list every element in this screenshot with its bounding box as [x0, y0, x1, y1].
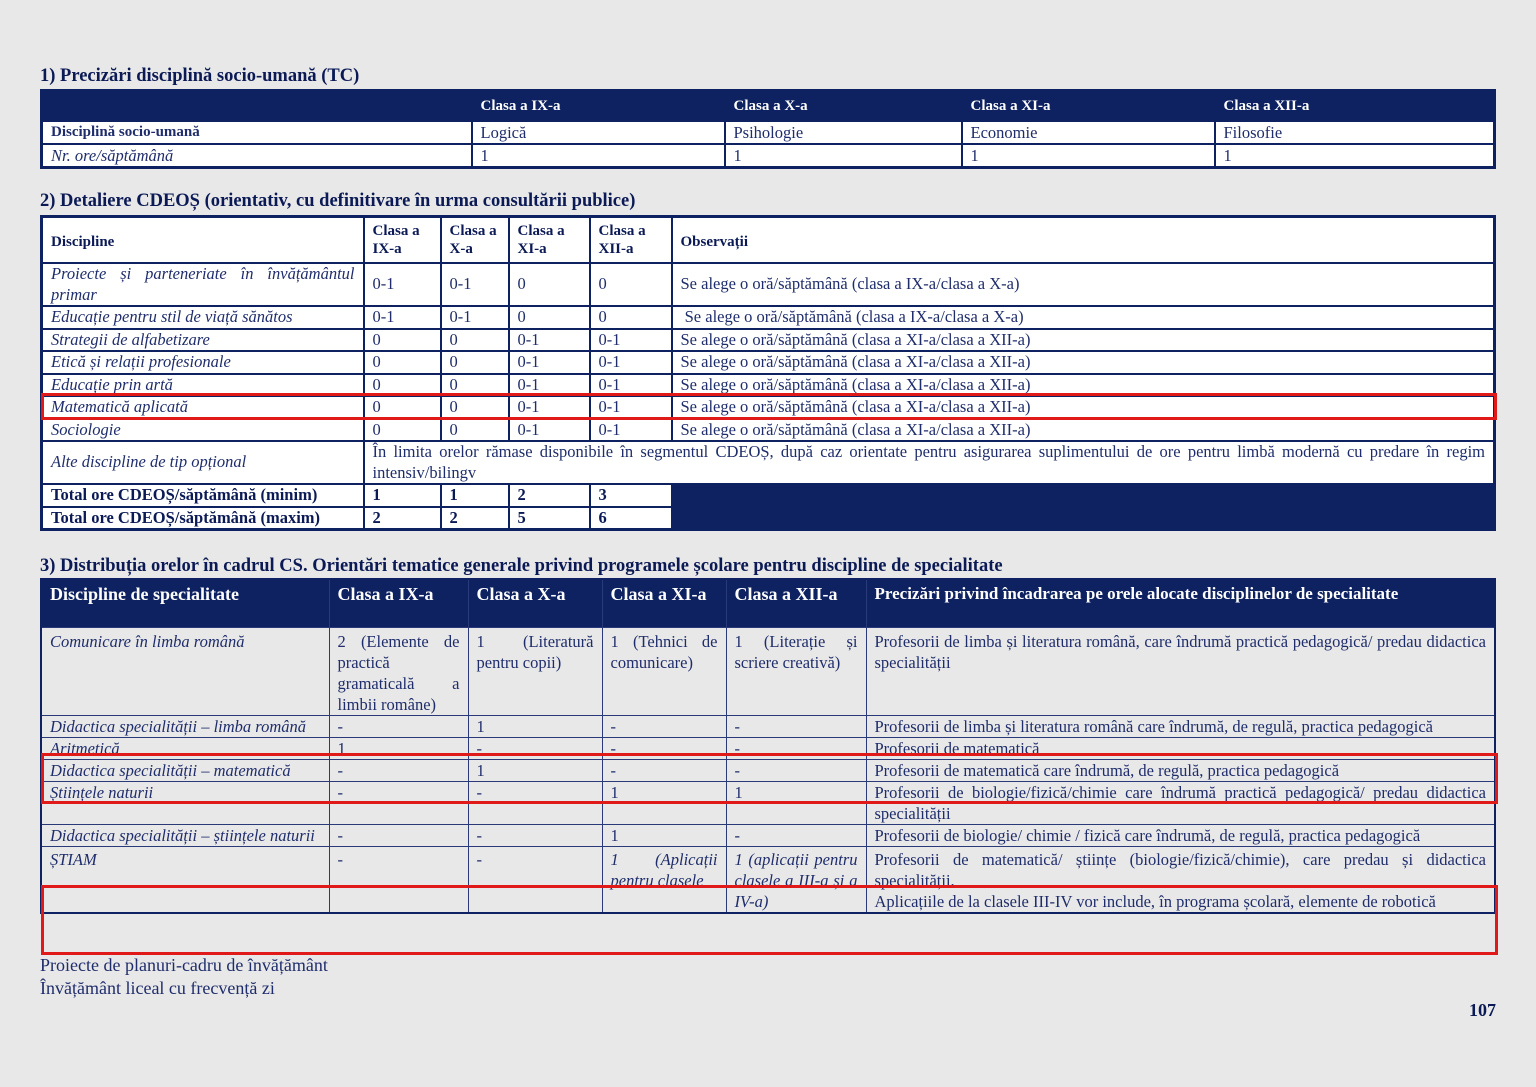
row-label: Nr. ore/săptămână — [42, 144, 472, 168]
filled-cell — [672, 507, 1495, 530]
table-cell: 0-1 — [509, 374, 590, 397]
table-cell: 1 — [364, 484, 441, 507]
table-cell: Se alege o oră/săptămână (clasa a IX-a/clasa a X-a) — [672, 306, 1495, 329]
row-label: Proiecte și parteneriate în învățământul primar — [42, 263, 364, 306]
table-row — [41, 628, 1495, 716]
row-label: Educație pentru stil de viață sănătos — [42, 306, 364, 329]
table-row — [42, 441, 1495, 484]
table-cell: - — [726, 716, 866, 738]
stiam-note-extra: Aplicațiile de la clasele III-IV vor include, în programa școlară, elemente de robotică — [874, 892, 1436, 911]
table-cell: Profesorii de limba și literatura română, care îndrumă practică pedagogică/ predau didactica specialității — [866, 628, 1495, 716]
stiam-note: Profesorii de matematică/ științe (biologie/fizică/chimie), care predau și didactica specialității. — [874, 850, 1486, 890]
table-cell: Se alege o oră/săptămână (clasa a XI-a/clasa a XII-a) — [672, 329, 1495, 352]
table-row — [42, 351, 1495, 374]
row-label: Științele naturii — [41, 782, 329, 825]
table-cell: - — [329, 825, 468, 847]
table-row — [42, 396, 1495, 419]
table-cell: 0-1 — [590, 329, 672, 352]
table-cell: - — [329, 847, 468, 914]
table-row — [41, 760, 1495, 782]
table-cell: 1 — [962, 144, 1215, 168]
header-cell: Clasa a IX-a — [364, 217, 441, 264]
row-label: Disciplină socio-umană — [42, 121, 472, 144]
table-cell: 1 — [602, 782, 726, 825]
row-label: Strategii de alfabetizare — [42, 329, 364, 352]
header-cell — [42, 91, 472, 122]
table-cell: 0-1 — [590, 351, 672, 374]
table-row — [42, 263, 1495, 306]
table-cell: - — [602, 760, 726, 782]
table-cell: 1 — [1215, 144, 1495, 168]
table-cell: 0 — [364, 396, 441, 419]
table-cell: 0-1 — [509, 396, 590, 419]
header-cell: Clasa a X-a — [725, 91, 962, 122]
table-cell: Economie — [962, 121, 1215, 144]
table-row — [42, 121, 1495, 144]
table-cell: Profesorii de biologie/fizică/chimie care îndrumă practică pedagogică/ predau didactica specialității — [866, 782, 1495, 825]
table-cell: 1 (Literatură pentru copii) — [468, 628, 602, 716]
table-cell: 0 — [364, 374, 441, 397]
table-cell: 0 — [590, 263, 672, 306]
row-label: Matematică aplicată — [42, 396, 364, 419]
row-label: Comunicare în limba română — [41, 628, 329, 716]
table-cell — [866, 847, 1495, 914]
table-row — [41, 825, 1495, 847]
table-header-row — [42, 217, 1495, 264]
table-cell: - — [329, 760, 468, 782]
table-row — [42, 419, 1495, 442]
table-cell: 2 — [509, 484, 590, 507]
table-cell: 0-1 — [590, 396, 672, 419]
header-cell: Discipline — [42, 217, 364, 264]
section3-title: 3) Distribuția orelor în cadrul CS. Orientări tematice generale privind programele școlare pentru discipline de specialitate — [40, 556, 1003, 576]
table-cell: Profesorii de biologie/ chimie / fizică care îndrumă, de regulă, practica pedagogică — [866, 825, 1495, 847]
table-row — [42, 507, 1495, 530]
table-row — [41, 716, 1495, 738]
row-label: Total ore CDEOȘ/săptămână (maxim) — [42, 507, 364, 530]
table-cell: Filosofie — [1215, 121, 1495, 144]
table-cell: 3 — [590, 484, 672, 507]
row-label: Alte discipline de tip opțional — [42, 441, 364, 484]
row-label: Didactica specialității – științele naturii — [41, 825, 329, 847]
table-cell: 5 — [509, 507, 590, 530]
table-cell: 0 — [364, 329, 441, 352]
table-cell: 0 — [364, 419, 441, 442]
header-cell: Clasa a IX-a — [472, 91, 725, 122]
header-cell: Clasa a XII-a — [726, 579, 866, 628]
row-label: Aritmetică — [41, 738, 329, 760]
table-cell: - — [726, 825, 866, 847]
table-row — [41, 738, 1495, 760]
table-cell: 1 (Literație și scriere creativă) — [726, 628, 866, 716]
table-cell: 0 — [441, 351, 509, 374]
table-cell: - — [329, 716, 468, 738]
table-cell: 1 — [726, 782, 866, 825]
header-cell: Clasa a IX-a — [329, 579, 468, 628]
section1-title: 1) Precizări disciplină socio-umană (TC) — [40, 66, 360, 86]
table-cell: 2 — [441, 507, 509, 530]
section2-title: 2) Detaliere CDEOȘ (orientativ, cu definitivare în urma consultării publice) — [40, 191, 636, 211]
table-cell: - — [468, 782, 602, 825]
table-cell: 1 (Tehnici de comunicare) — [602, 628, 726, 716]
row-label: Educație prin artă — [42, 374, 364, 397]
table-cell: Se alege o oră/săptămână (clasa a IX-a/clasa a X-a) — [672, 263, 1495, 306]
header-cell: Clasa a XII-a — [590, 217, 672, 264]
table-cell: 1 (Aplicații pentru clasele — [602, 847, 726, 914]
table-row — [42, 329, 1495, 352]
table-cell: În limita orelor rămase disponibile în segmentul CDEOȘ, după caz orientate pentru asigurarea suplimentului de ore pentru limbă modernă cu predare în regim intensiv/bilingv — [364, 441, 1495, 484]
table-cell: 0-1 — [441, 306, 509, 329]
header-cell: Clasa a XI-a — [602, 579, 726, 628]
header-cell: Clasa a XII-a — [1215, 91, 1495, 122]
table-row — [42, 374, 1495, 397]
table-cell: 1 (aplicații pentru clasele a III-a și a IV-a) — [726, 847, 866, 914]
table-cell: Profesorii de matematică care îndrumă, de regulă, practica pedagogică — [866, 760, 1495, 782]
table-row — [41, 847, 1495, 914]
table-cell: 2 — [364, 507, 441, 530]
row-label: Etică și relații profesionale — [42, 351, 364, 374]
cdeos-table — [40, 215, 1496, 531]
table-cell: 0 — [509, 306, 590, 329]
table-cell: 0-1 — [590, 419, 672, 442]
header-cell: Clasa a X-a — [441, 217, 509, 264]
table-cell: Se alege o oră/săptămână (clasa a XI-a/clasa a XII-a) — [672, 396, 1495, 419]
table-cell: 0 — [590, 306, 672, 329]
specialty-table — [40, 578, 1496, 914]
table-row — [41, 782, 1495, 825]
table-cell: - — [602, 716, 726, 738]
table-row — [42, 484, 1495, 507]
table-cell: - — [468, 738, 602, 760]
table-cell: 0-1 — [509, 329, 590, 352]
table-cell: Se alege o oră/săptămână (clasa a XI-a/clasa a XII-a) — [672, 351, 1495, 374]
table-cell: 0 — [441, 329, 509, 352]
table-cell: 0 — [441, 396, 509, 419]
table-cell: 0 — [509, 263, 590, 306]
table-cell: 0-1 — [441, 263, 509, 306]
filled-cell — [672, 484, 1495, 507]
table-cell: Profesorii de matematică — [866, 738, 1495, 760]
table-cell: 0 — [441, 419, 509, 442]
table-cell: 0 — [441, 374, 509, 397]
header-cell: Clasa a XI-a — [509, 217, 590, 264]
row-label: Total ore CDEOȘ/săptămână (minim) — [42, 484, 364, 507]
header-cell: Precizări privind încadrarea pe orele alocate disciplinelor de specialitate — [866, 579, 1495, 628]
table-cell: 1 — [602, 825, 726, 847]
table-row — [42, 144, 1495, 168]
table-cell: - — [602, 738, 726, 760]
table-cell: 1 — [468, 760, 602, 782]
table-cell: 1 — [441, 484, 509, 507]
header-cell: Clasa a XI-a — [962, 91, 1215, 122]
table-cell: Se alege o oră/săptămână (clasa a XI-a/clasa a XII-a) — [672, 374, 1495, 397]
table-cell: 0-1 — [364, 263, 441, 306]
table-cell: Logică — [472, 121, 725, 144]
footer-line-2: Învățământ liceal cu frecvență zi — [40, 978, 275, 998]
header-cell: Clasa a X-a — [468, 579, 602, 628]
table-cell: Profesorii de limba și literatura română care îndrumă, de regulă, practica pedagogică — [866, 716, 1495, 738]
table-cell: Psihologie — [725, 121, 962, 144]
table-header-row — [41, 579, 1495, 628]
table-cell: 1 — [472, 144, 725, 168]
table-cell: 2 (Elemente de practică gramaticală a limbii române) — [329, 628, 468, 716]
row-label: Didactica specialității – matematică — [41, 760, 329, 782]
header-cell: Discipline de specialitate — [41, 579, 329, 628]
table-cell: - — [329, 782, 468, 825]
table-cell: - — [726, 738, 866, 760]
socio-human-table — [40, 89, 1496, 169]
table-cell: 0-1 — [590, 374, 672, 397]
table-row — [42, 306, 1495, 329]
header-cell: Observații — [672, 217, 1495, 264]
table-cell: 6 — [590, 507, 672, 530]
footer-line-1: Proiecte de planuri-cadru de învățământ — [40, 955, 328, 975]
table-cell: 0 — [364, 351, 441, 374]
row-label: Sociologie — [42, 419, 364, 442]
page-number: 107 — [1469, 1000, 1496, 1020]
table-cell: - — [726, 760, 866, 782]
row-label: ȘTIAM — [41, 847, 329, 914]
table-cell: 1 — [468, 716, 602, 738]
table-cell: 1 — [329, 738, 468, 760]
table-cell: 1 — [725, 144, 962, 168]
table-cell: - — [468, 825, 602, 847]
table-cell: 0-1 — [364, 306, 441, 329]
table-cell: - — [468, 847, 602, 914]
table-cell: Se alege o oră/săptămână (clasa a XI-a/clasa a XII-a) — [672, 419, 1495, 442]
table-cell: 0-1 — [509, 419, 590, 442]
table-header-row — [42, 91, 1495, 122]
table-cell: 0-1 — [509, 351, 590, 374]
row-label: Didactica specialității – limba română — [41, 716, 329, 738]
